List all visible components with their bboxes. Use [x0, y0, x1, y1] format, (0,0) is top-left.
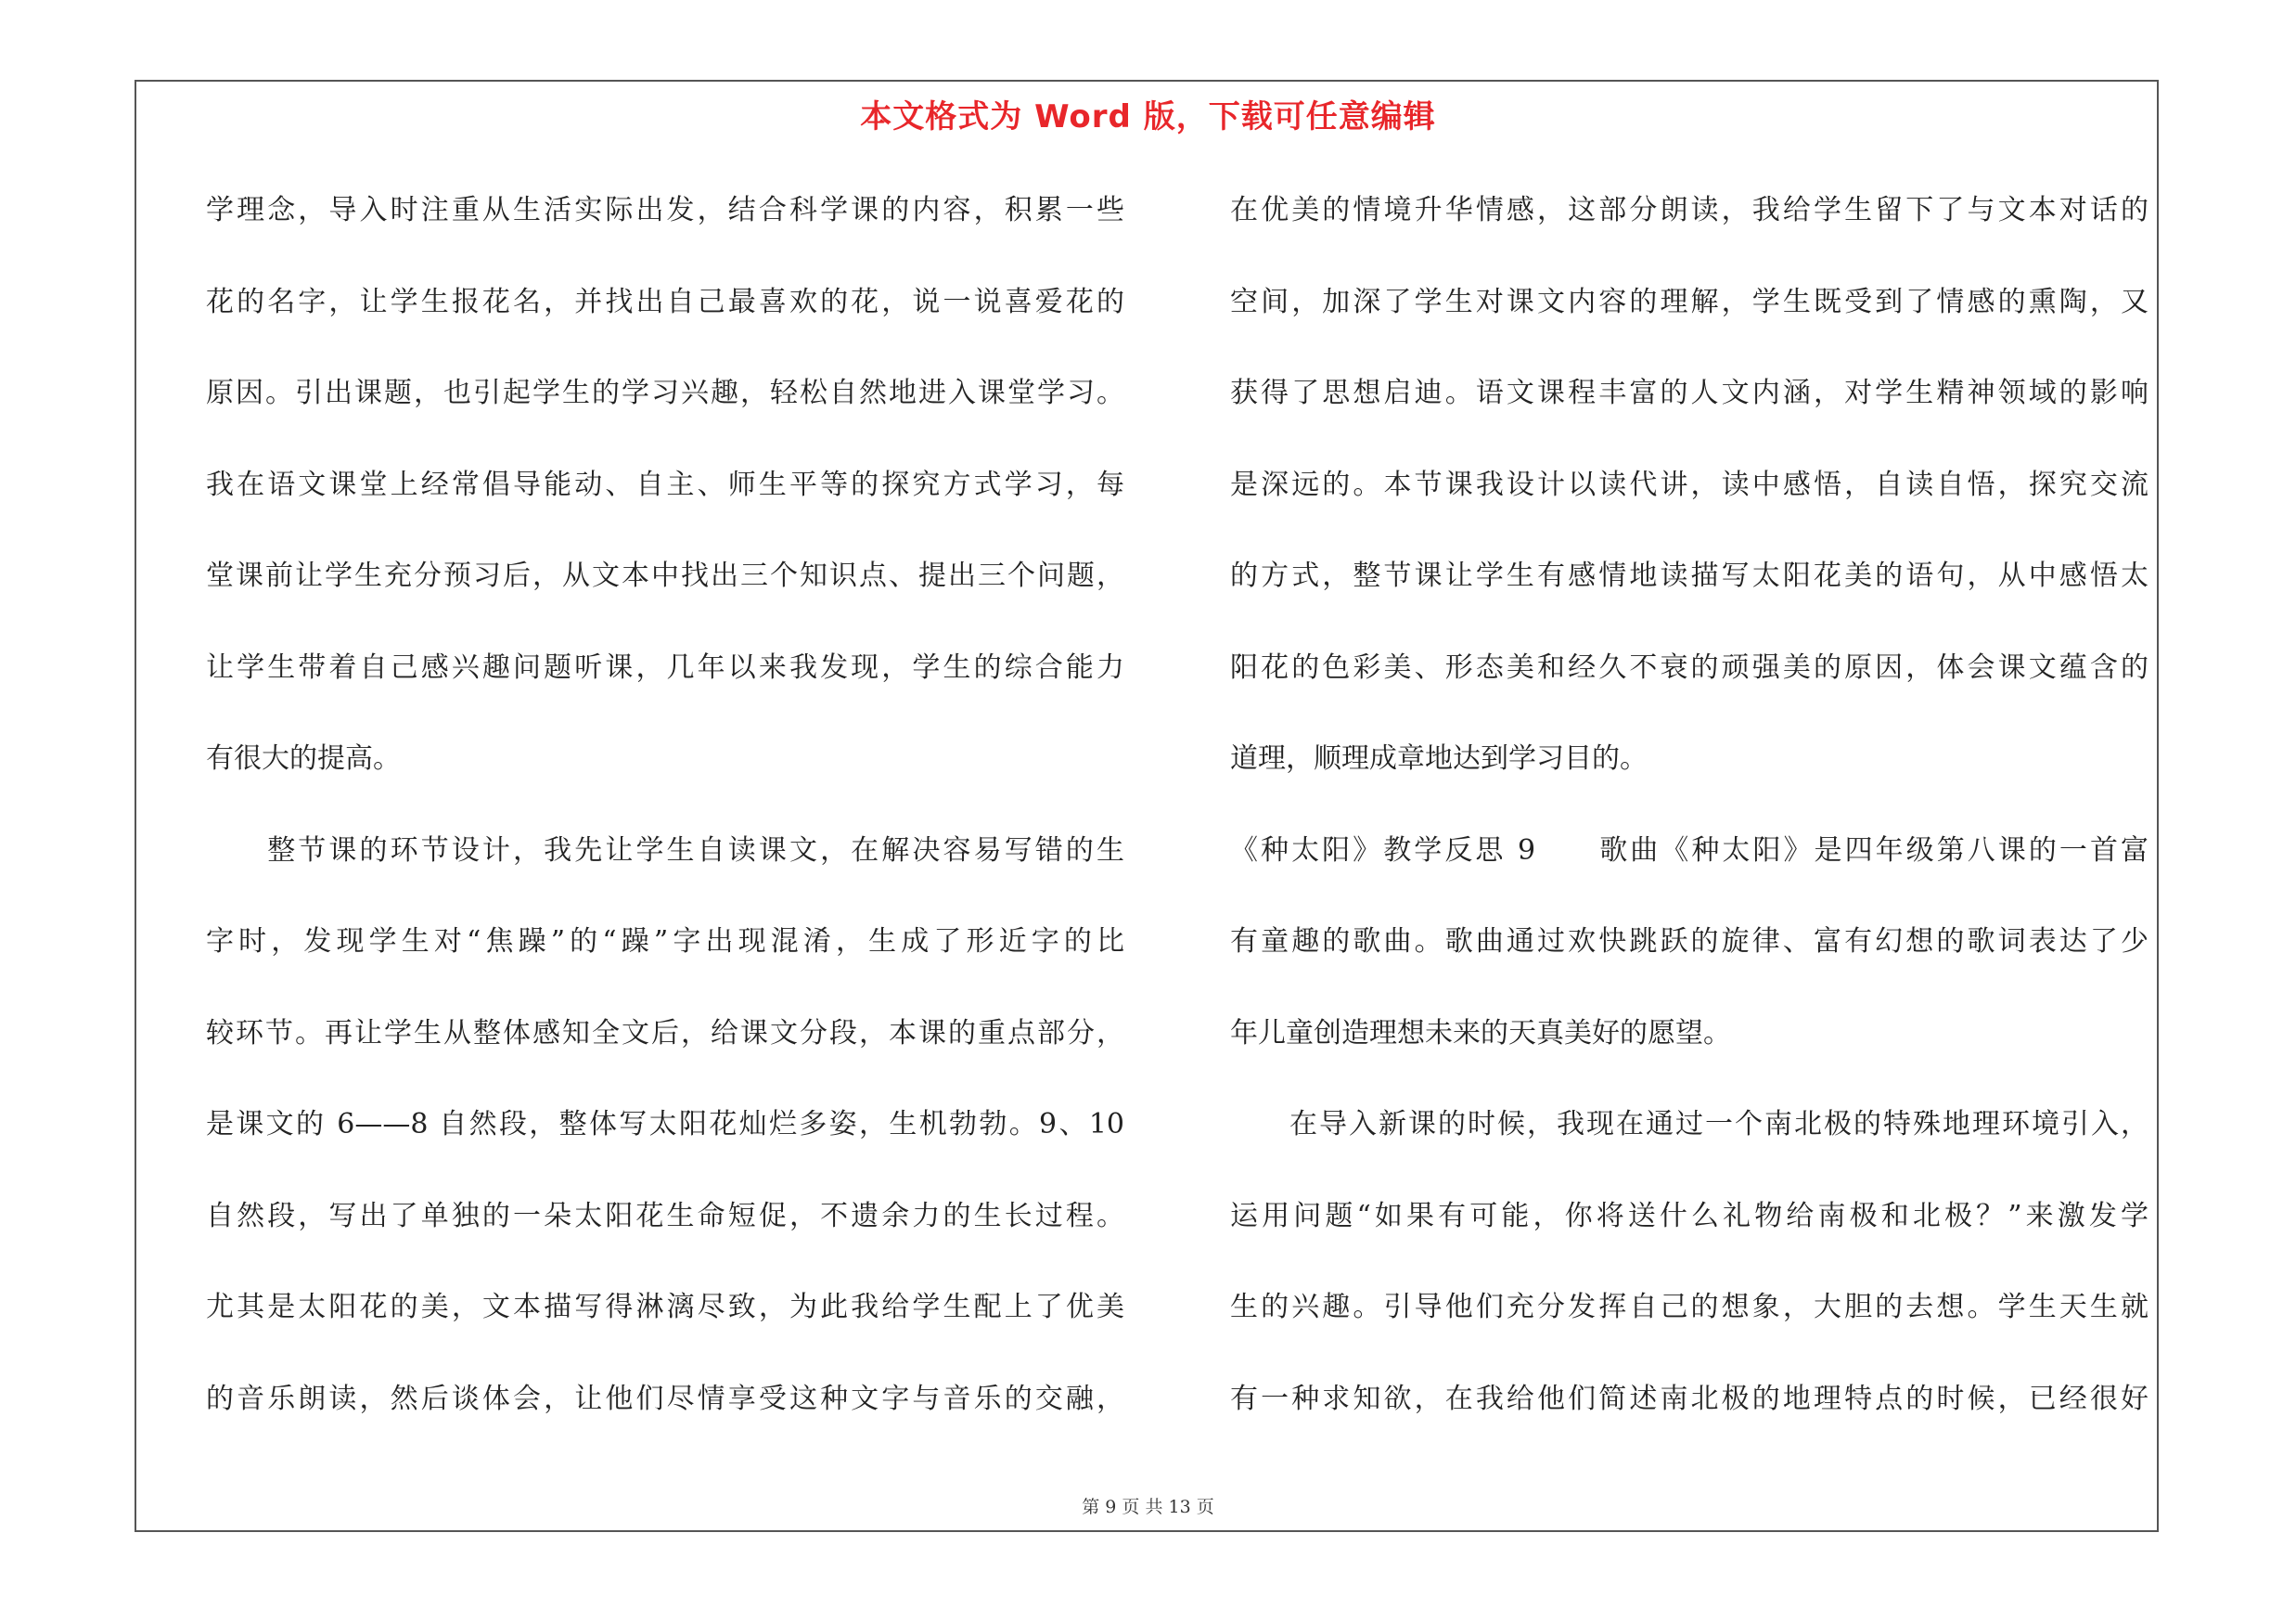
text-line: 自然段，写出了单独的一朵太阳花生命短促，不遗余力的生长过程。 [206, 1199, 1124, 1232]
text-line: 有很大的提高。 [206, 742, 401, 775]
text-line: 堂课前让学生充分预习后，从文本中找出三个知识点、提出三个问题， [206, 560, 1124, 592]
text-line: 花的名字，让学生报花名，并找出自己最喜欢的花，说一说喜爱花的 [206, 285, 1124, 318]
text-line: 生的兴趣。引导他们充分发挥自己的想象，大胆的去想。学生天生就 [1230, 1291, 2148, 1323]
text-line: 学理念，导入时注重从生活实际出发，结合科学课的内容，积累一些 [206, 194, 1124, 226]
text-line: 字时，发现学生对“焦躁”的“躁”字出现混淆，生成了形近字的比 [206, 925, 1124, 958]
text-line: 有一种求知欲，在我给他们简述南北极的地理特点的时候，已经很好 [1230, 1382, 2148, 1415]
page-number-footer: 第 9 页 共 13 页 [1082, 1497, 1214, 1517]
text-line: 获得了思想启迪。语文课程丰富的人文内涵，对学生精神领域的影响 [1230, 377, 2148, 409]
text-line: 让学生带着自己感兴趣问题听课，几年以来我发现，学生的综合能力 [206, 650, 1124, 684]
text-line: 阳花的色彩美、形态美和经久不衰的顽强美的原因，体会课文蕴含的 [1230, 650, 2148, 684]
text-line: 的方式，整节课让学生有感情地读描写太阳花美的语句，从中感悟太 [1230, 560, 2148, 592]
text-line: 空间，加深了学生对课文内容的理解，学生既受到了情感的熏陶，又 [1230, 285, 2148, 318]
text-line: 在导入新课的时候，我现在通过一个南北极的特殊地理环境引入， [1230, 1108, 2148, 1140]
text-line: 的音乐朗读，然后谈体会，让他们尽情享受这种文字与音乐的交融， [206, 1382, 1124, 1415]
right-text-column [1230, 179, 2148, 1459]
text-line: 是深远的。本节课我设计以读代讲，读中感悟，自读自悟，探究交流 [1230, 468, 2148, 501]
text-line: 运用问题“如果有可能，你将送什么礼物给南极和北极？”来激发学 [1230, 1199, 2148, 1232]
text-line: 较环节。再让学生从整体感知全文后，给课文分段，本课的重点部分， [206, 1016, 1124, 1050]
text-line: 尤其是太阳花的美，文本描写得淋漓尽致，为此我给学生配上了优美 [206, 1291, 1124, 1323]
text-line: 是课文的 6——8 自然段，整体写太阳花灿烂多姿，生机勃勃。9、10 [206, 1108, 1124, 1140]
document-header: 本文格式为 Word 版，下载可任意编辑 [860, 98, 1436, 135]
text-line: 有童趣的歌曲。歌曲通过欢快跳跃的旋律、富有幻想的歌词表达了少 [1230, 925, 2148, 958]
text-line: 在优美的情境升华情感，这部分朗读，我给学生留下了与文本对话的 [1230, 194, 2148, 226]
text-line: 《种太阳》教学反思 9 歌曲《种太阳》是四年级第八课的一首富 [1230, 833, 2148, 867]
text-line: 年儿童创造理想未来的天真美好的愿望。 [1230, 1016, 1731, 1050]
text-line: 我在语文课堂上经常倡导能动、自主、师生平等的探究方式学习，每 [206, 468, 1124, 501]
text-line: 原因。引出课题，也引起学生的学习兴趣，轻松自然地进入课堂学习。 [206, 377, 1124, 409]
text-line: 道理，顺理成章地达到学习目的。 [1230, 742, 1648, 775]
left-text-column [206, 179, 1124, 1459]
text-line: 整节课的环节设计，我先让学生自读课文，在解决容易写错的生 [206, 833, 1124, 867]
